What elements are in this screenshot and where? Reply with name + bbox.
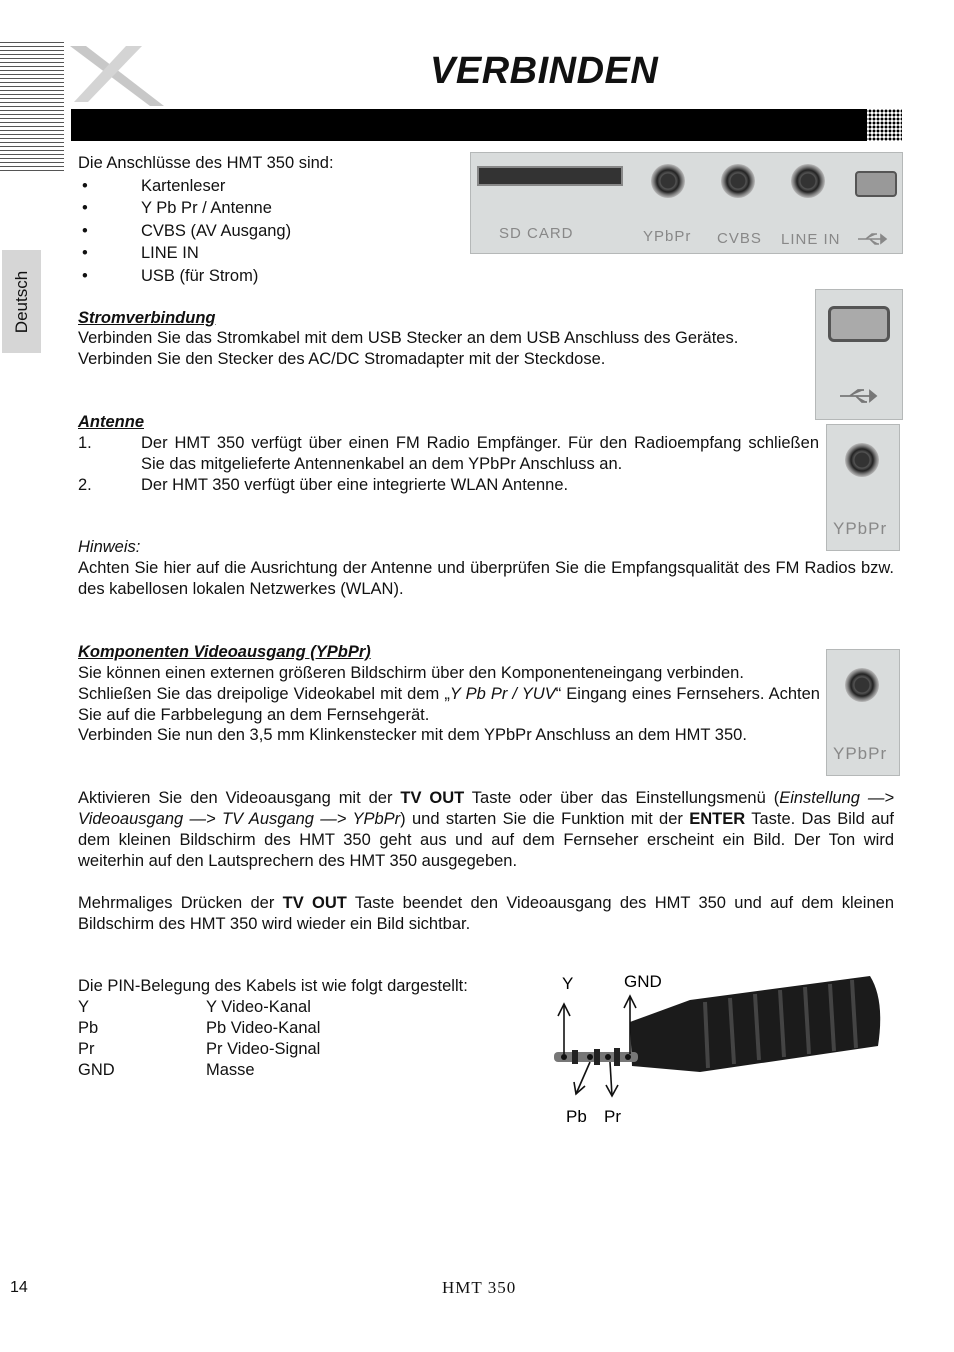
note-text: Achten Sie hier auf die Ausrichtung der Antenne und überprüfen Sie die Empfangsqualität des FM Radios bzw. des kabellosen lokalen Netzwerkes (WLAN).	[78, 559, 894, 598]
pin-label-gnd: GND	[624, 972, 662, 991]
komponenten-line-2: Schließen Sie das dreipolige Videokabel mit dem „Y Pb Pr / YUV“ Eingang eines Fernsehers. Achten Sie auf die Farbbelegung an dem Fernsehgerät.	[78, 685, 820, 724]
table-row: Pb Pb Video-Kanal	[78, 1019, 321, 1037]
page-title: VERBINDEN	[430, 50, 659, 92]
cvbs-label: CVBS	[717, 230, 762, 247]
pin-arrows	[558, 996, 636, 1096]
note-label: Hinweis:	[78, 538, 141, 556]
ypbpr-jack	[651, 164, 685, 198]
product-name: HMT 350	[442, 1278, 517, 1297]
sd-card-label: SD CARD	[499, 225, 574, 242]
antenne-item-text: Der HMT 350 verfügt über einen FM Radio Empfänger. Für den Radioempfang schließen Sie das mitgelieferte Antennenkabel an dem YPbPr Anschluss an.	[141, 434, 819, 473]
list-item: • CVBS (AV Ausgang)	[82, 221, 292, 240]
line-in-jack	[791, 164, 825, 198]
usb-port	[855, 171, 897, 197]
cvbs-jack	[721, 164, 755, 198]
ypbpr-jack	[845, 443, 879, 477]
pin-lead: Die PIN-Belegung des Kabels ist wie folgt dargestellt:	[78, 977, 468, 995]
usb-icon	[856, 231, 892, 247]
list-item: • USB (für Strom)	[82, 266, 259, 285]
brand-x-logo	[66, 42, 170, 112]
usb-port	[828, 306, 890, 342]
connector-list	[78, 176, 458, 288]
pin-table	[78, 997, 478, 1081]
section-heading-strom: Stromverbindung	[78, 309, 216, 327]
ypbpr-port-photo	[826, 424, 900, 551]
line-in-label: LINE IN	[781, 231, 841, 248]
antenne-item-text: Der HMT 350 verfügt über eine integrierte WLAN Antenne.	[141, 476, 569, 494]
ypbpr-jack	[845, 668, 879, 702]
strom-line-1: Verbinden Sie das Stromkabel mit dem USB Stecker an dem USB Anschluss des Gerätes.	[78, 329, 739, 347]
plug-tip	[554, 1048, 638, 1066]
section-heading-komponenten: Komponenten Videoausgang (YPbPr)	[78, 643, 371, 661]
header-stripes	[0, 42, 64, 172]
usb-port-photo	[815, 289, 903, 420]
komponenten-line-1: Sie können einen externen größeren Bildschirm über den Komponenteneingang verbinden.	[78, 664, 744, 682]
sd-card-slot	[477, 166, 623, 186]
ypbpr-port-photo	[826, 649, 900, 776]
table-row: Pr Pr Video-Signal	[78, 1040, 321, 1058]
activate-paragraph: Aktivieren Sie den Videoausgang mit der TV OUT Taste oder über das Einstellungsmenü (Einstellung —> Videoausgang —> TV Ausgang —> YPbPr) und starten Sie die Funktion mit der ENTER Taste. Das Bild auf dem kleinen Bildschirm des HMT 350 geht aus und auf dem Fernseher erscheint ein Bild. Der Ton wird weiterhin auf den Lautsprechern des HMT 350 ausgegeben.	[78, 789, 895, 870]
list-item: • Y Pb Pr / Antenne	[82, 199, 272, 218]
plug-body	[630, 976, 880, 1072]
antenne-item-number: 2.	[78, 476, 92, 494]
antenne-item-number: 1.	[78, 434, 92, 452]
device-ports-photo	[470, 152, 903, 254]
table-row: Y Y Video-Kanal	[78, 998, 311, 1016]
section-heading-antenne: Antenne	[78, 413, 144, 431]
language-tab-label: Deutsch	[11, 270, 31, 333]
ypbpr-label: YPbPr	[833, 519, 888, 538]
jack-plug-diagram	[540, 960, 900, 1140]
list-item: • LINE IN	[82, 244, 199, 263]
intro-lead: Die Anschlüsse des HMT 350 sind:	[78, 154, 334, 172]
header-bar-dots	[860, 109, 902, 141]
page-number: 14	[10, 1279, 28, 1296]
list-item: • Kartenleser	[82, 177, 226, 195]
usb-icon	[838, 386, 884, 406]
strom-line-2: Verbinden Sie den Stecker des AC/DC Stromadapter mit der Steckdose.	[78, 350, 606, 368]
ypbpr-label: YPbPr	[643, 228, 692, 245]
pin-label-y: Y	[562, 974, 574, 993]
komponenten-line-3: Verbinden Sie nun den 3,5 mm Klinkenstecker mit dem YPbPr Anschluss an dem HMT 350.	[78, 726, 747, 744]
header-bar	[71, 109, 867, 141]
table-row: GND Masse	[78, 1061, 255, 1079]
ypbpr-label: YPbPr	[833, 744, 888, 763]
language-tab	[2, 250, 41, 353]
pin-label-pr: Pr	[604, 1107, 621, 1126]
repeat-paragraph: Mehrmaliges Drücken der TV OUT Taste beendet den Videoausgang des HMT 350 und auf dem kleinen Bildschirm des HMT 350 wird wieder ein Bild sichtbar.	[78, 894, 894, 933]
pin-label-pb: Pb	[566, 1107, 587, 1126]
